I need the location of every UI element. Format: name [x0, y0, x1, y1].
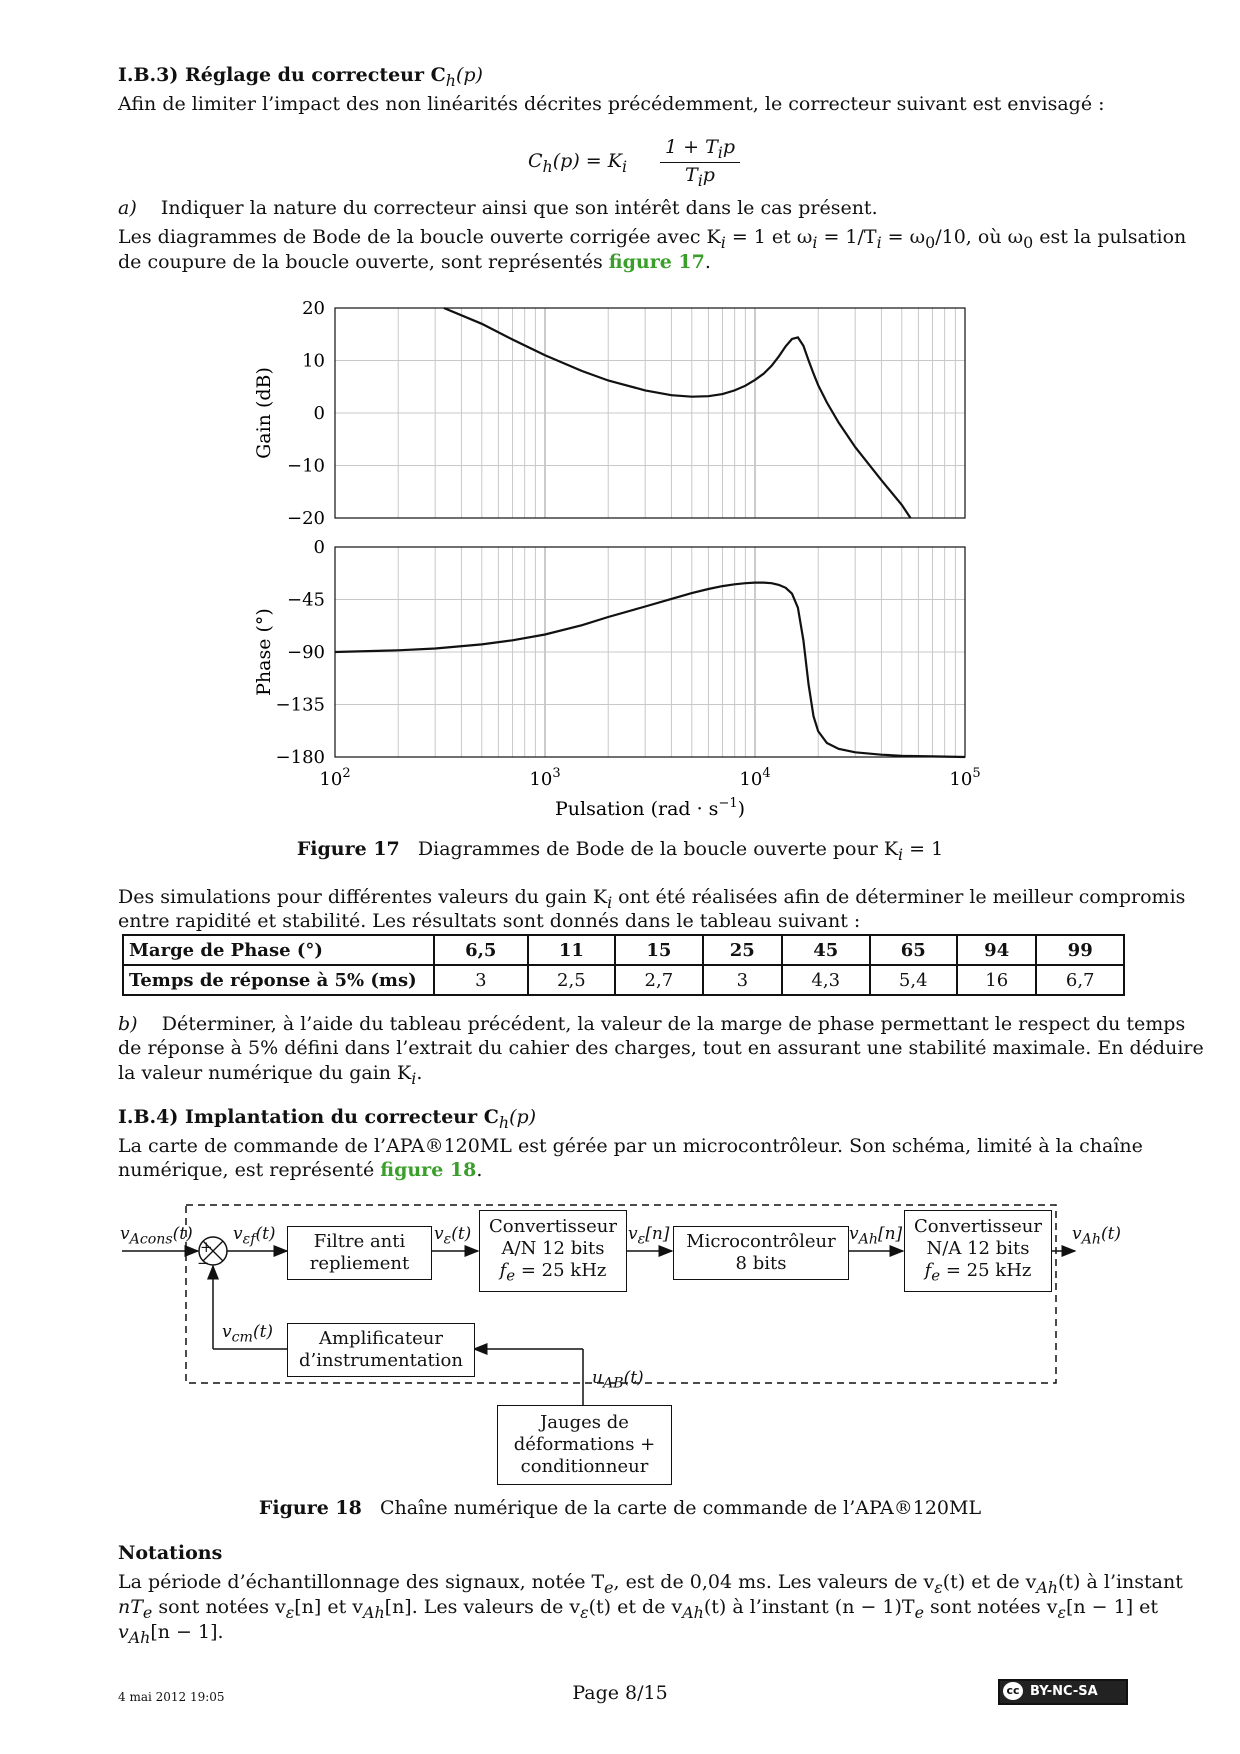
minus-sign: − — [197, 1254, 210, 1272]
table-header-margin: Marge de Phase (°) — [123, 935, 434, 965]
table-cell: 6,7 — [1036, 965, 1124, 995]
table-cell: 25 — [703, 935, 782, 965]
question-a: a) Indiquer la nature du correcteur ainsi que son intérêt dans le cas présent. — [118, 197, 878, 219]
corrector-formula: $C_h(p) = K_i$ $1 + T_ip$ $T_ip$ — [528, 135, 768, 187]
table-cell: 4,3 — [782, 965, 870, 995]
dac-block: Convertisseur N/A 12 bits $f_e = 25$ kHz — [904, 1210, 1052, 1292]
gain-axis-label: Gain (dB) — [253, 367, 275, 459]
table-row-margin — [123, 935, 1124, 965]
bode-intro-line2: de coupure de la boucle ouverte, sont représentés figure 17. — [118, 251, 711, 273]
notations-heading: Notations — [118, 1542, 223, 1564]
bode-intro-line1: Les diagrammes de Bode de la boucle ouverte corrigée avec $K_i = 1$ et $\omega_i = 1/T_i = \omega_0/10$, où $\omega_0$ est la pulsation — [118, 226, 1187, 252]
gain-tick-label: −10 — [287, 455, 325, 477]
simulations-line2: entre rapidité et stabilité. Les résultats sont donnés dans le tableau suivant : — [118, 910, 861, 932]
gain-tick-label: 10 — [302, 350, 325, 372]
table-cell: 6,5 — [434, 935, 528, 965]
section-heading-b3: I.B.3) Réglage du correcteur $C_h(p)$ — [118, 64, 483, 90]
figure-18-caption: Figure 18 Chaîne numérique de la carte de commande de l’APA®120ML — [258, 1497, 982, 1519]
x-tick-label: $10^2$ — [319, 766, 351, 790]
section-heading-b4: I.B.4) Implantation du correcteur $C_h(p)$ — [118, 1106, 537, 1132]
strain-gauge-block: Jauges de déformations + conditionneur — [497, 1405, 672, 1485]
phase-tick-label: −90 — [287, 642, 325, 663]
signal-vef: $v_{\varepsilon f}(t)$ — [233, 1224, 276, 1248]
microcontroller-block: Microcontrôleur 8 bits — [673, 1226, 849, 1280]
table-cell: 45 — [782, 935, 870, 965]
signal-uab: $u_{AB}(t)$ — [592, 1368, 644, 1392]
table-cell: 99 — [1036, 935, 1124, 965]
table-cell: 2,7 — [615, 965, 703, 995]
figure-18-link[interactable]: figure 18 — [380, 1159, 477, 1181]
signal-ven: $v_\varepsilon[n]$ — [628, 1224, 670, 1248]
gain-tick-label: 0 — [313, 403, 325, 424]
notations-line3: $v_{Ah}[n - 1]$. — [118, 1621, 224, 1647]
section-b4-line1: La carte de commande de l’APA®120ML est gérée par un microcontrôleur. Son schéma, limité à la chaîne — [118, 1135, 1143, 1157]
table-cell: 3 — [434, 965, 528, 995]
phase-tick-label: −180 — [275, 747, 325, 768]
question-b-line2: de réponse à 5% défini dans l’extrait du cahier des charges, tout en assurant une stabilité maximale. En déduire — [118, 1037, 1204, 1059]
phase-tick-label: −135 — [275, 694, 325, 716]
question-b-line1: b) Déterminer, à l’aide du tableau précédent, la valeur de la marge de phase permettant le respect du temps — [118, 1013, 1186, 1035]
table-cell: 11 — [528, 935, 616, 965]
table-cell: 3 — [703, 965, 782, 995]
table-cell: 15 — [615, 935, 703, 965]
table-cell: 16 — [957, 965, 1036, 995]
license-badge[interactable] — [998, 1679, 1128, 1705]
signal-vacons: $v_{Acons}(t)$ — [120, 1224, 193, 1248]
phase-tick-label: −45 — [287, 589, 325, 611]
x-tick-label: $10^4$ — [739, 766, 771, 790]
bode-chart — [230, 295, 990, 825]
table-row-time — [123, 965, 1124, 995]
phase-axis-label: Phase (°) — [253, 608, 275, 696]
frequency-axis-label: Pulsation $(rad \cdot s^{-1})$ — [554, 796, 746, 820]
figure-17-caption: Figure 17 Diagrammes de Bode de la boucle ouverte pour $K_i = 1$ — [296, 838, 944, 864]
x-tick-label: $10^5$ — [949, 766, 981, 790]
signal-vah: $v_{Ah}(t)$ — [1072, 1224, 1122, 1248]
license-label: BY-NC-SA — [1030, 1684, 1098, 1699]
x-tick-label: $10^3$ — [529, 766, 561, 790]
figure-17-link[interactable]: figure 17 — [608, 251, 705, 273]
gain-tick-label: 20 — [302, 298, 325, 319]
intro-paragraph: Afin de limiter l’impact des non linéarités décrites précédemment, le correcteur suivant est envisagé : — [118, 93, 1105, 115]
phase-series-line — [335, 583, 965, 757]
adc-block: Convertisseur A/N 12 bits $f_e = 25$ kHz — [479, 1210, 627, 1292]
notations-line2: $nT_e$ sont notées $v_\varepsilon[n]$ et $v_{Ah}[n]$. Les valeurs de $v_\varepsilon(t)$ et de $v_{Ah}(t)$ à l’instant $(n - 1)T_e$ sont notées $v_\varepsilon[n - 1]$ et — [118, 1596, 1159, 1622]
signal-vcm: $v_{cm}(t)$ — [222, 1322, 274, 1346]
phase-grid — [335, 547, 965, 757]
section-b4-line2: numérique, est représenté figure 18. — [118, 1159, 483, 1181]
signal-ve: $v_\varepsilon(t)$ — [434, 1224, 472, 1248]
plus-sign: + — [200, 1238, 213, 1256]
instrumentation-amplifier-block: Amplificateur d’instrumentation — [287, 1323, 475, 1377]
results-table — [122, 934, 1125, 996]
anti-aliasing-filter-block: Filtre anti repliement — [287, 1226, 432, 1280]
simulations-line1: Des simulations pour différentes valeurs du gain $K_i$ ont été réalisées afin de déterminer le meilleur compromis — [118, 886, 1186, 912]
question-b-line3: la valeur numérique du gain $K_i$. — [118, 1062, 423, 1088]
table-cell: 2,5 — [528, 965, 616, 995]
table-cell: 65 — [870, 935, 958, 965]
phase-tick-label: 0 — [313, 537, 325, 558]
footer-page-number: Page 8/15 — [572, 1682, 668, 1704]
notations-line1: La période d’échantillonnage des signaux, notée $T_e$, est de 0,04 ms. Les valeurs de $v_\varepsilon(t)$ et de $v_{Ah}(t)$ à l’instant — [118, 1571, 1183, 1597]
gain-grid — [335, 308, 965, 518]
table-header-time: Temps de réponse à 5% (ms) — [123, 965, 434, 995]
cc-icon: cc — [1003, 1682, 1023, 1700]
table-cell: 5,4 — [870, 965, 958, 995]
table-cell: 94 — [957, 935, 1036, 965]
signal-vahn: $v_{Ah}[n]$ — [849, 1224, 903, 1248]
footer-date: 4 mai 2012 19:05 — [118, 1690, 225, 1704]
gain-tick-label: −20 — [287, 508, 325, 529]
